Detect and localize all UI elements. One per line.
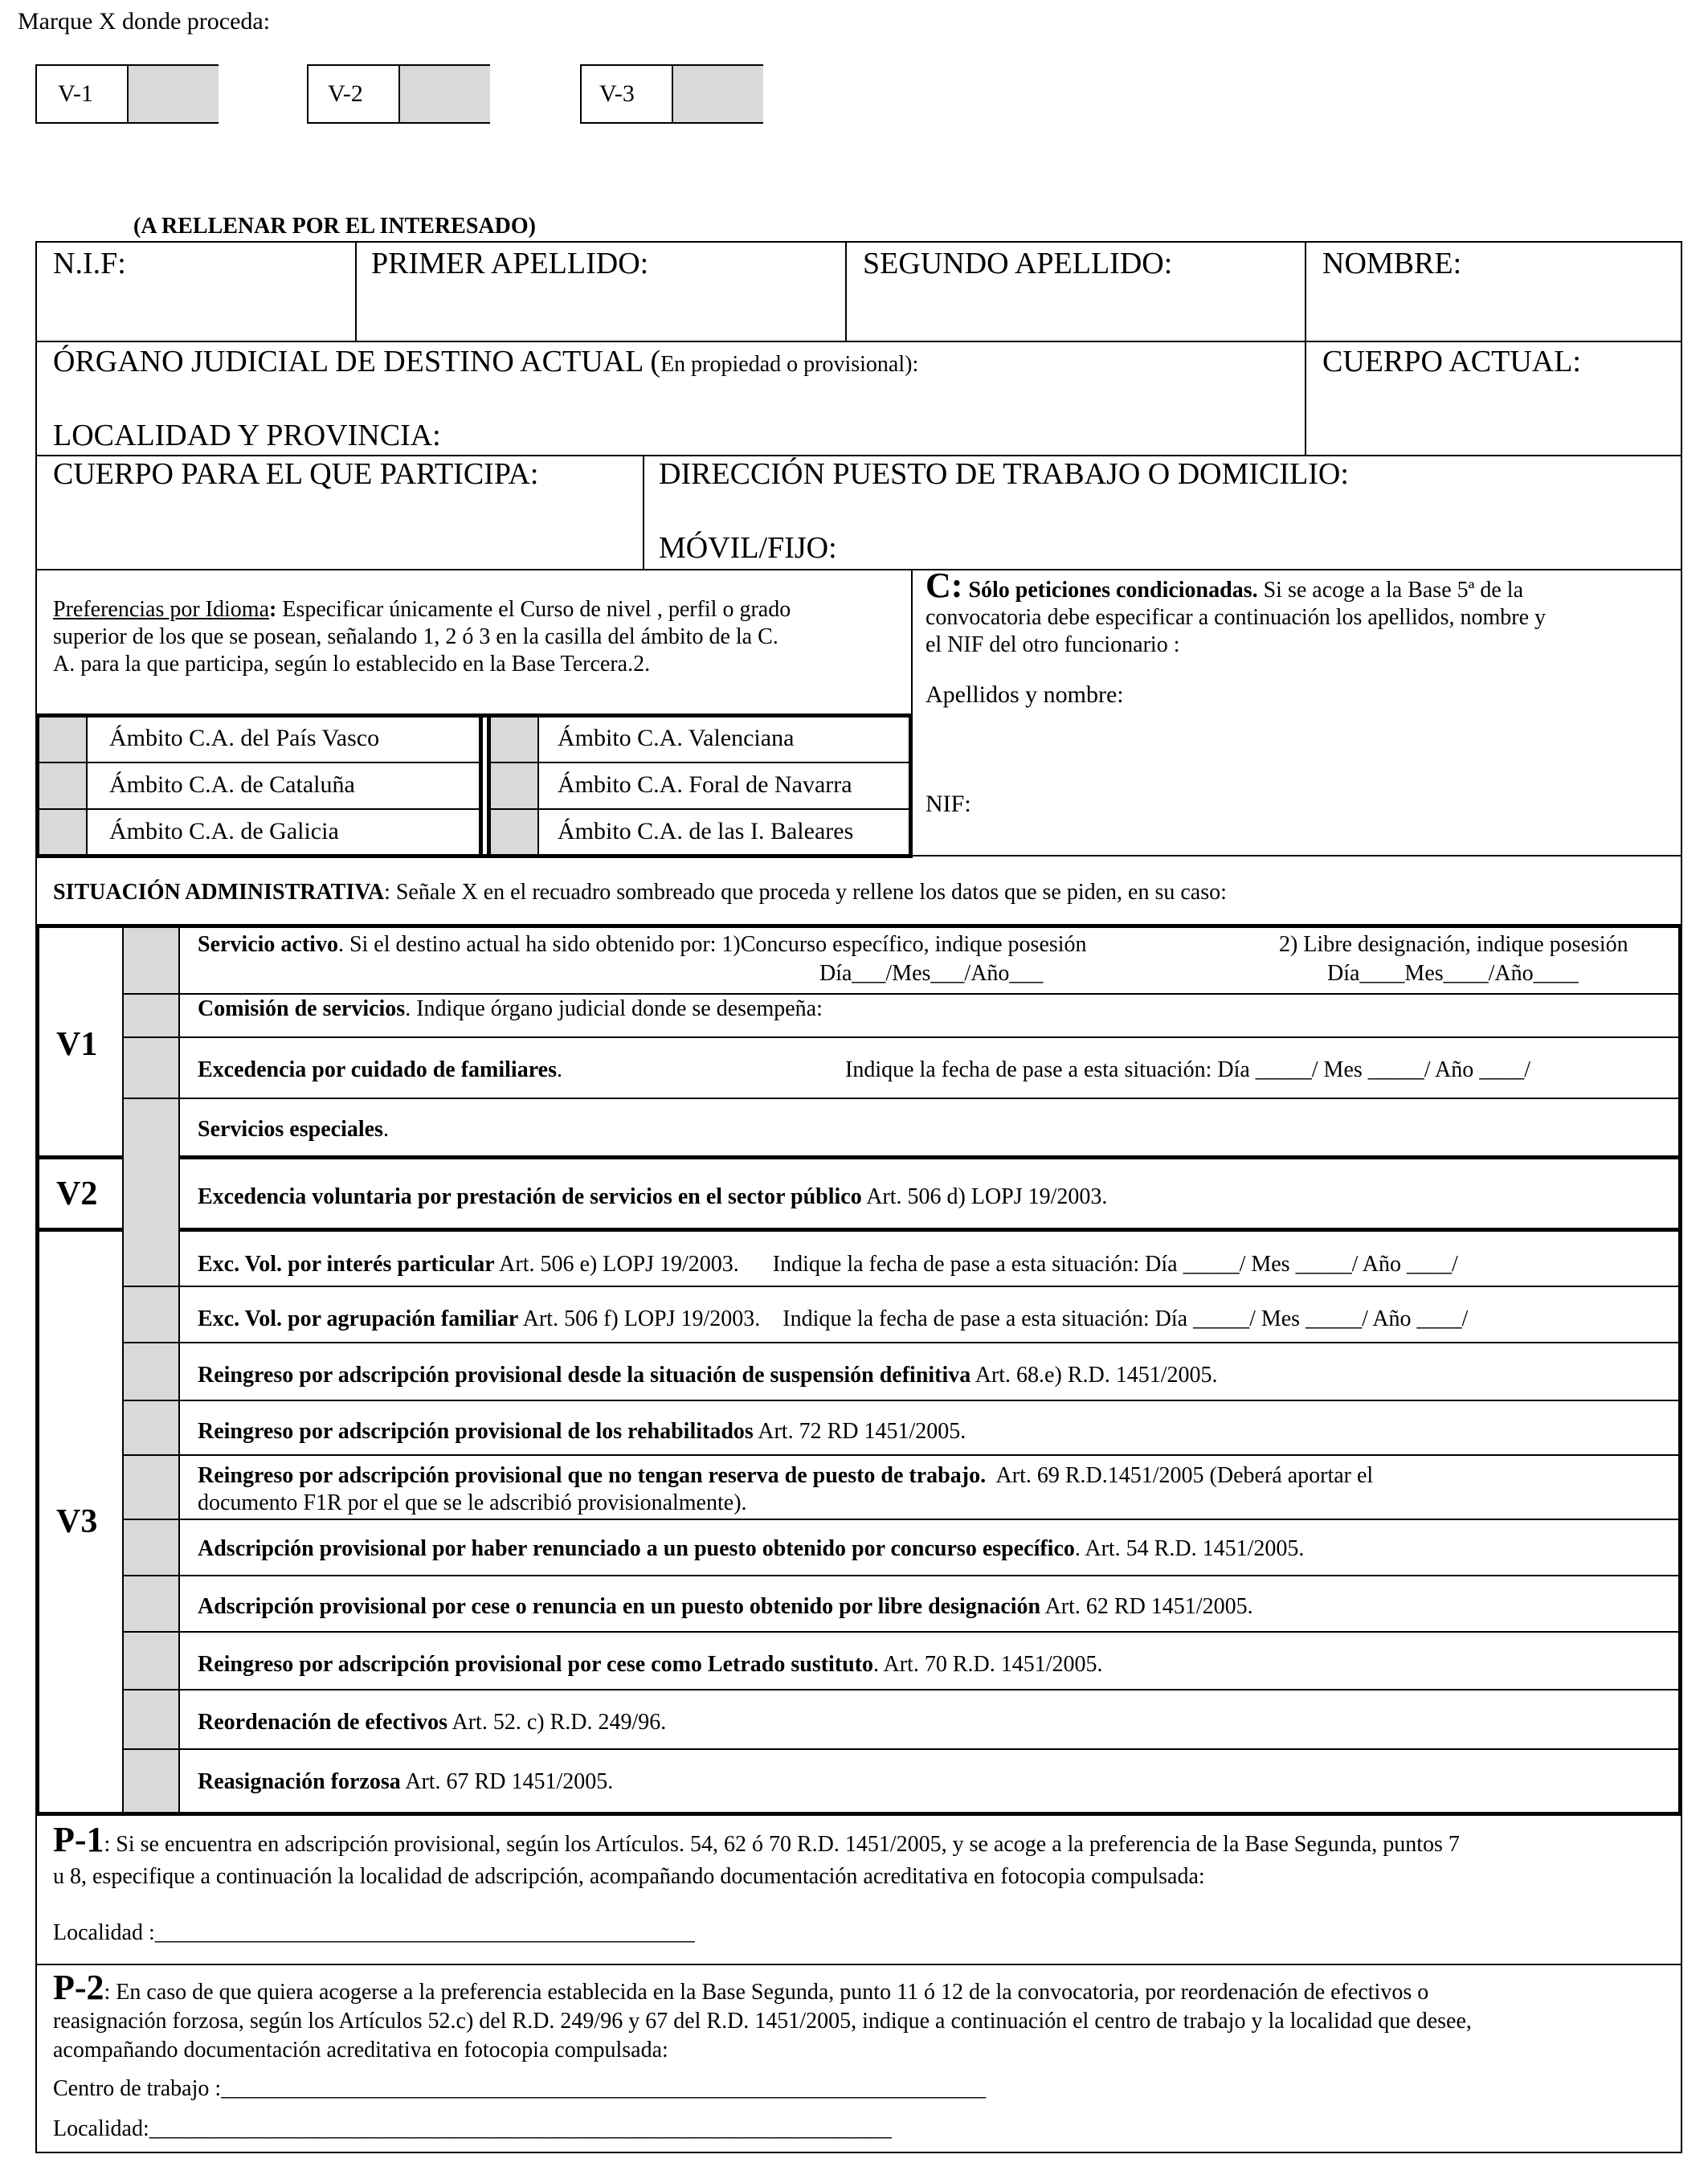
p1-localidad-field[interactable]: Localidad :________________________________________________ xyxy=(53,1920,695,1945)
primer-apellido-field[interactable] xyxy=(357,289,844,337)
v3-row: Adscripción provisional por cese o renuncia en un puesto obtenido por libre designación Art. 62 RD 1451/2005. xyxy=(198,1594,1253,1619)
applicant-caption: (A RELLENAR POR EL INTERESADO) xyxy=(133,214,536,239)
v3-row: Reingreso por adscripción provisional de los rehabilitados Art. 72 RD 1451/2005. xyxy=(198,1419,966,1444)
option-v3-checkbox[interactable] xyxy=(672,66,763,122)
situacion-checkbox-column[interactable] xyxy=(124,928,178,1812)
excedencia-familiares-fecha[interactable]: Indique la fecha de pase a esta situación: Día _____/ Mes _____/ Año ____/ xyxy=(845,1057,1531,1082)
v1-label: V1 xyxy=(56,1026,98,1063)
libre-designacion-text: 2) Libre designación, indique posesión xyxy=(1279,932,1628,957)
servicio-activo-row: Servicio activo. Si el destino actual ha sido obtenido por: 1)Concurso específico, indique posesión xyxy=(198,932,1087,957)
situacion-title: SITUACIÓN ADMINISTRATIVA: Señale X en el recuadro sombreado que proceda y rellene los datos que se piden, en su caso: xyxy=(53,880,1227,905)
v3-row: Reingreso por adscripción provisional que no tengan reserva de puesto de trabajo. Art. 69 R.D.1451/2005 (Deberá aportar el documento F1R por el que se le adscribió provisionalmente). xyxy=(198,1463,1374,1515)
ambito-cataluna: Ámbito C.A. de Cataluña xyxy=(109,771,355,798)
nombre-field[interactable] xyxy=(1306,289,1681,337)
v3-row: Exc. Vol. por agrupación familiar Art. 506 f) LOPJ 19/2003. Indique la fecha de pase a esta situación: Día _____/ Mes _____/ Año ____/ xyxy=(198,1306,1469,1331)
ambito-baleares: Ámbito C.A. de las I. Baleares xyxy=(558,818,854,844)
p2-localidad-field[interactable]: Localidad:__________________________________________________________________ xyxy=(53,2116,892,2141)
p2-text: P-2: En caso de que quiera acogerse a la preferencia establecida en la Base Segunda, punto 11 ó 12 de la convocatoria, por reordenación de efectivos o reasignación forzosa, según los Artículos 52.c) del R.D. 249/96 y 67 del R.D. 1451/2005, indique a continuación el centro de trabajo y la localidad que desee, acompañando documentación acreditativa en fotocopia compulsada: xyxy=(53,1968,1472,2062)
p1-text: P-1: Si se encuentra en adscripción provisional, según los Artículos. 54, 62 ó 70 R.D. 1451/2005, y se acoge a la preferencia de la Base Segunda, puntos 7 u 8, especifique a continuación la localidad de adscripción, acompañando documentación acreditativa en fotocopia compulsada: xyxy=(53,1820,1460,1889)
primer-apellido-label: PRIMER APELLIDO: xyxy=(371,247,649,280)
ambito-right-checkboxes[interactable] xyxy=(491,717,539,854)
option-v2[interactable] xyxy=(307,64,490,124)
ambito-valenciana: Ámbito C.A. Valenciana xyxy=(558,725,795,751)
instruction-text: Marque X donde proceda: xyxy=(18,8,271,35)
cuerpo-participa-label: CUERPO PARA EL QUE PARTICIPA: xyxy=(53,457,539,491)
ambito-galicia: Ámbito C.A. de Galicia xyxy=(109,818,339,844)
nif-label: N.I.F: xyxy=(53,247,126,280)
fecha-concurso[interactable]: Día___/Mes___/Año___ xyxy=(819,961,1044,986)
v3-row: Adscripción provisional por haber renunciado a un puesto obtenido por concurso específico. Art. 54 R.D. 1451/2005. xyxy=(198,1536,1305,1561)
idioma-text: Preferencias por Idioma: Especificar únicamente el Curso de nivel , perfil o grado superior de los que se posean, señalando 1, 2 ó 3 en la casilla del ámbito de la C. A. para la que participa, según lo establecido en la Base Tercera.2. xyxy=(53,597,791,677)
cuerpo-actual-label: CUERPO ACTUAL: xyxy=(1322,345,1581,378)
segundo-apellido-field[interactable] xyxy=(847,289,1303,337)
option-v3-label: V-3 xyxy=(599,80,635,107)
v3-row: Reingreso por adscripción provisional desde la situación de suspensión definitiva Art. 68.e) R.D. 1451/2005. xyxy=(198,1363,1218,1388)
excedencia-familiares-row: Excedencia por cuidado de familiares. xyxy=(198,1057,562,1082)
ambito-pais-vasco: Ámbito C.A. del País Vasco xyxy=(109,725,380,751)
direccion-label: DIRECCIÓN PUESTO DE TRABAJO O DOMICILIO: xyxy=(659,457,1349,491)
v2-label: V2 xyxy=(56,1175,98,1212)
organo-label: ÓRGANO JUDICIAL DE DESTINO ACTUAL (En propiedad o provisional): xyxy=(53,345,919,378)
condicionadas-text: C: Sólo peticiones condicionadas. Si se acoge a la Base 5ª de la convocatoria debe especificar a continuación los apellidos, nombre y el NIF del otro funcionario : xyxy=(926,566,1547,657)
option-v2-label: V-2 xyxy=(328,80,363,107)
v3-row: Exc. Vol. por interés particular Art. 506 e) LOPJ 19/2003. Indique la fecha de pase a esta situación: Día _____/ Mes _____/ Año ____/ xyxy=(198,1252,1458,1277)
fecha-libre-designacion[interactable]: Día____Mes____/Año____ xyxy=(1327,961,1579,986)
nif-condicionada-label: NIF: xyxy=(926,791,971,817)
ambito-navarra: Ámbito C.A. Foral de Navarra xyxy=(558,771,852,798)
movil-label: MÓVIL/FIJO: xyxy=(659,531,837,565)
ambito-left-checkboxes[interactable] xyxy=(39,717,88,854)
option-v1-checkbox[interactable] xyxy=(127,66,219,122)
segundo-apellido-label: SEGUNDO APELLIDO: xyxy=(863,247,1173,280)
v3-row: Reingreso por adscripción provisional por cese como Letrado sustituto. Art. 70 R.D. 1451/2005. xyxy=(198,1652,1103,1677)
localidad-provincia-label: LOCALIDAD Y PROVINCIA: xyxy=(53,419,441,452)
option-v3[interactable] xyxy=(580,64,763,124)
v3-row: Reasignación forzosa Art. 67 RD 1451/2005. xyxy=(198,1769,614,1794)
option-v1-label: V-1 xyxy=(58,80,93,107)
nombre-label: NOMBRE: xyxy=(1322,247,1462,280)
v3-row: Reordenación de efectivos Art. 52. c) R.D. 249/96. xyxy=(198,1710,667,1735)
option-v2-checkbox[interactable] xyxy=(398,66,490,122)
apellidos-nombre-label: Apellidos y nombre: xyxy=(926,681,1124,708)
servicios-especiales-row: Servicios especiales. xyxy=(198,1117,389,1142)
v3-label: V3 xyxy=(56,1503,98,1540)
comision-servicios-row: Comisión de servicios. Indique órgano judicial donde se desempeña: xyxy=(198,996,823,1021)
excedencia-sector-publico-row: Excedencia voluntaria por prestación de servicios en el sector público Art. 506 d) LOPJ 19/2003. xyxy=(198,1184,1108,1209)
nif-field[interactable] xyxy=(35,289,353,337)
p2-centro-field[interactable]: Centro de trabajo :____________________________________________________________________ xyxy=(53,2076,987,2101)
option-v1[interactable] xyxy=(35,64,219,124)
